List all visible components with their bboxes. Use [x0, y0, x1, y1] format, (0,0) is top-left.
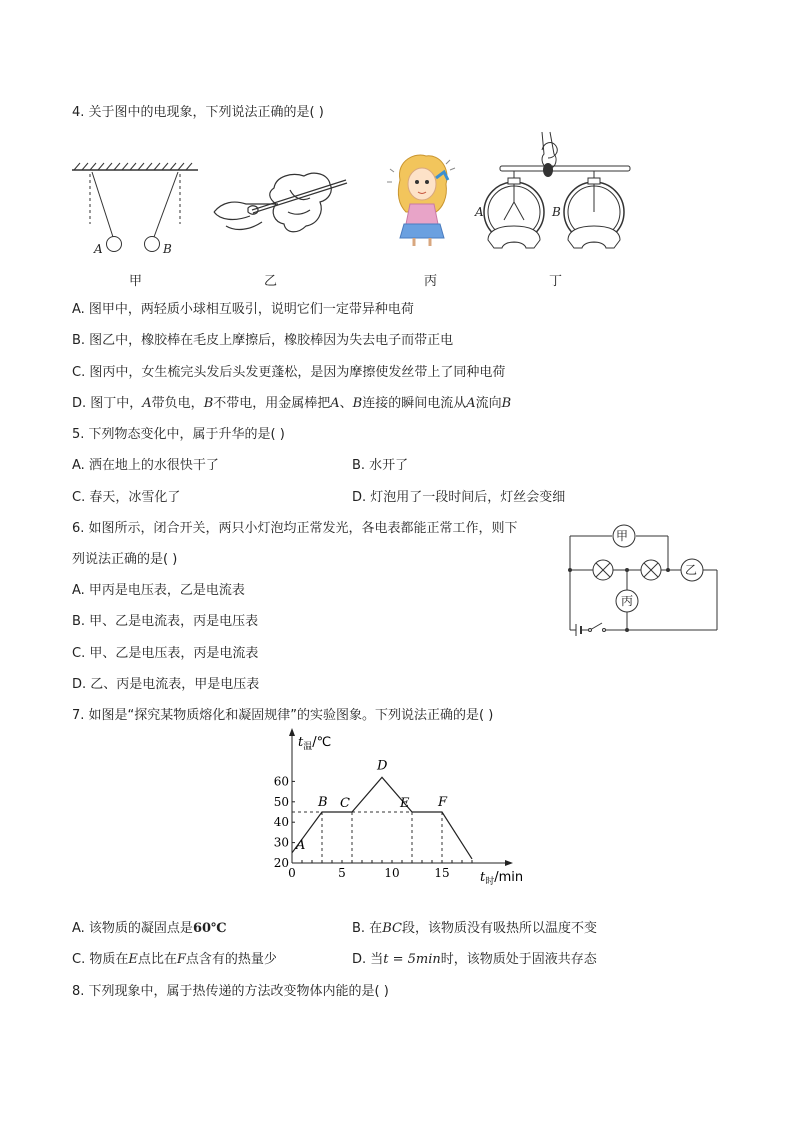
meter-bing-label: 丙 — [621, 594, 634, 608]
q4-option-c: C. 图丙中，女生梳完头发后头发更蓬松，是因为摩擦使发丝带上了同种电荷 — [72, 365, 506, 380]
q5-option-a: A. 洒在地上的水很快干了 — [72, 458, 219, 473]
figure-bing — [386, 150, 456, 250]
figure-yi — [206, 168, 356, 248]
y-tick-label: 40 — [273, 815, 289, 830]
q7-stem: 7. 如图是“探究某物质熔化和凝固规律”的实验图象。下列说法正确的是( ) — [72, 708, 494, 723]
q4-option-b: B. 图乙中，橡胶棒在毛皮上摩擦后，橡胶棒因为失去电子而带正电 — [72, 333, 454, 348]
q5-option-d: D. 灯泡用了一段时间后，灯丝会变细 — [352, 490, 566, 505]
caption-yi: 乙 — [264, 274, 278, 289]
label-a: A — [94, 242, 103, 256]
x-axis-label: $t_时/\min$ — [480, 870, 524, 887]
figure-jia — [66, 160, 206, 260]
meter-jia-label: 甲 — [616, 529, 629, 543]
q7-option-d: D. 当t = 5min时，该物质处于固液共存态 — [352, 952, 597, 967]
point-label-D: D — [377, 758, 388, 774]
x-axis-arrow — [505, 860, 513, 866]
caption-bing: 丙 — [424, 274, 438, 289]
label-b: B — [163, 242, 172, 256]
y-axis-arrow — [289, 728, 295, 736]
q5-option-c: C. 春天，冰雪化了 — [72, 490, 181, 505]
q4-stem: 4. 关于图中的电现象，下列说法正确的是( ) — [72, 105, 324, 120]
q7-option-a: A. 该物质的凝固点是60℃ — [72, 921, 227, 936]
caption-ding: 丁 — [549, 274, 563, 289]
point-label-E: E — [400, 796, 410, 811]
lamp-1 — [593, 560, 613, 580]
melting-chart — [266, 726, 546, 890]
q5-stem: 5. 下列物态变化中，属于升华的是( ) — [72, 427, 285, 442]
q6-stem-line1: 6. 如图所示，闭合开关，两只小灯泡均正常发光，各电表都能正常工作，则下 — [72, 521, 518, 536]
q7-option-c: C. 物质在E点比在F点含有的热量少 — [72, 952, 277, 967]
q6-option-b: B. 甲、乙是电流表，丙是电压表 — [72, 614, 259, 629]
point-label-F: F — [438, 795, 448, 810]
electroscope-label-a: A — [475, 205, 484, 219]
caption-jia: 甲 — [129, 274, 143, 289]
y-tick-label: 50 — [273, 794, 289, 809]
figure-ding — [470, 128, 640, 258]
temperature-curve — [292, 777, 472, 859]
x-tick-label: 15 — [434, 866, 450, 880]
q6-stem-line2: 列说法正确的是( ) — [72, 552, 178, 567]
point-label-B: B — [318, 795, 328, 810]
circuit-diagram — [562, 520, 727, 640]
x-tick-label: 10 — [384, 866, 400, 880]
q6-option-d: D. 乙、丙是电流表，甲是电压表 — [72, 677, 260, 692]
electroscope-label-b: B — [552, 205, 561, 219]
q5-option-b: B. 水开了 — [352, 458, 409, 473]
q4-option-a: A. 图甲中，两轻质小球相互吸引，说明它们一定带异种电荷 — [72, 302, 414, 317]
q4-option-d: D. 图丁中，A带负电，B不带电，用金属棒把A、B连接的瞬间电流从A流向B — [72, 396, 512, 411]
x-tick-label: 5 — [338, 866, 346, 880]
point-label-C: C — [340, 796, 350, 811]
meter-yi-label: 乙 — [685, 563, 698, 577]
q6-option-c: C. 甲、乙是电压表，丙是电流表 — [72, 646, 259, 661]
x-tick-label: 0 — [288, 866, 296, 880]
y-tick-label: 20 — [273, 856, 289, 870]
y-tick-label: 30 — [273, 835, 289, 850]
y-axis-label: $t_温/℃$ — [298, 735, 332, 752]
point-label-A: A — [296, 837, 306, 853]
y-tick-label: 60 — [273, 774, 289, 789]
ball-b — [145, 237, 160, 252]
q7-option-b: B. 在BC段，该物质没有吸热所以温度不变 — [352, 921, 597, 936]
q6-option-a: A. 甲丙是电压表，乙是电流表 — [72, 583, 245, 598]
q8-stem: 8. 下列现象中，属于热传递的方法改变物体内能的是( ) — [72, 984, 389, 999]
lamp-2 — [641, 560, 661, 580]
ball-a — [107, 237, 122, 252]
